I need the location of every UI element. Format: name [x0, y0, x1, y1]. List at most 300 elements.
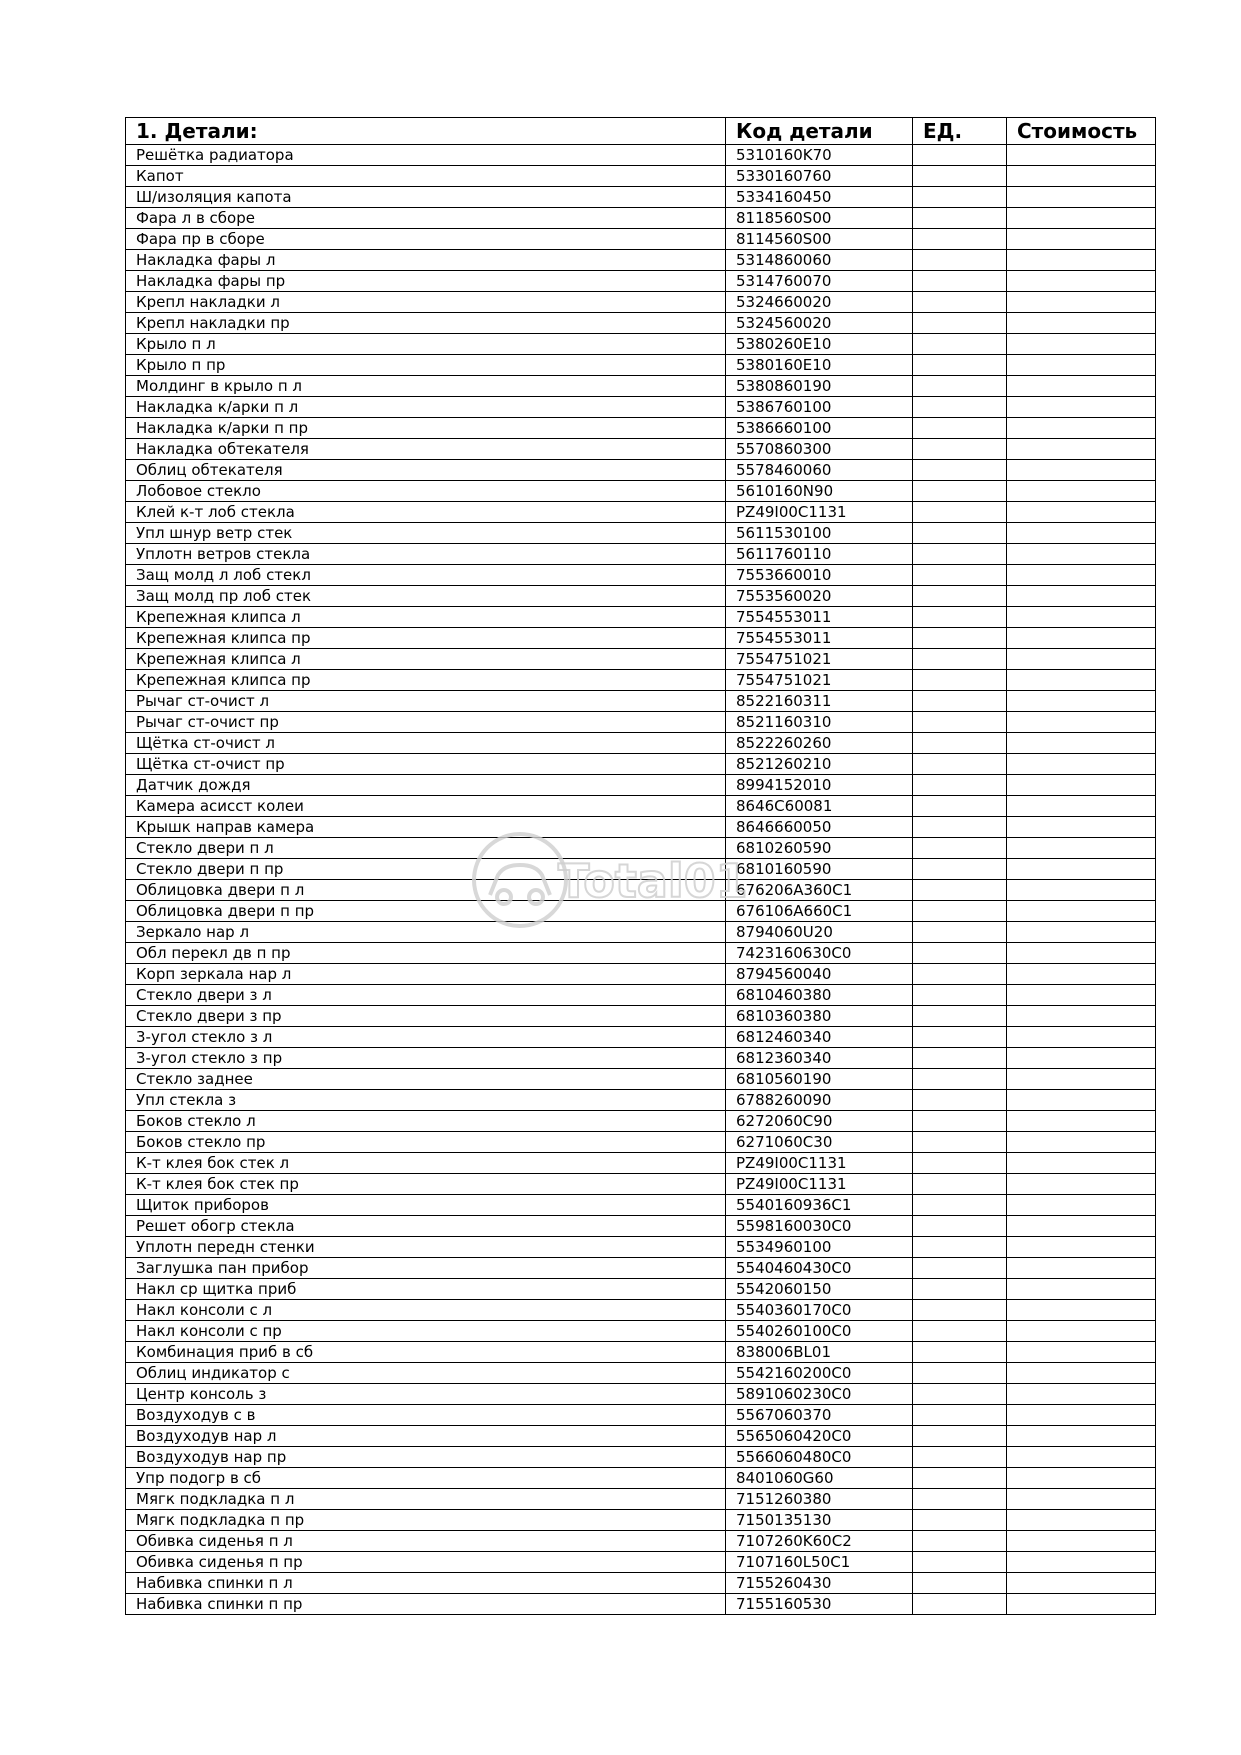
part-name-cell: Защ молд л лоб стекл: [126, 565, 726, 586]
part-code-cell: 5386760100: [726, 397, 913, 418]
table-row: [126, 649, 1156, 670]
unit-cell: [913, 1027, 1007, 1048]
table-row: [126, 1510, 1156, 1531]
part-code-cell: 5334160450: [726, 187, 913, 208]
cost-cell: [1007, 964, 1156, 985]
unit-cell: [913, 1531, 1007, 1552]
table-row: [126, 1447, 1156, 1468]
part-code-cell: 5540460430C0: [726, 1258, 913, 1279]
unit-cell: [913, 754, 1007, 775]
unit-cell: [913, 1195, 1007, 1216]
table-row: [126, 775, 1156, 796]
table-row: [126, 670, 1156, 691]
table-row: [126, 1048, 1156, 1069]
unit-cell: [913, 1489, 1007, 1510]
cost-cell: [1007, 355, 1156, 376]
part-name-cell: Крепежная клипса пр: [126, 628, 726, 649]
part-code-cell: 5386660100: [726, 418, 913, 439]
part-name-cell: Крепежная клипса пр: [126, 670, 726, 691]
part-name-cell: К-т клея бок стек пр: [126, 1174, 726, 1195]
cost-cell: [1007, 250, 1156, 271]
table-row: [126, 313, 1156, 334]
table-row: [126, 1027, 1156, 1048]
part-name-cell: Накл консоли с пр: [126, 1321, 726, 1342]
cost-cell: [1007, 691, 1156, 712]
table-row: [126, 1573, 1156, 1594]
unit-cell: [913, 1384, 1007, 1405]
unit-cell: [913, 691, 1007, 712]
unit-cell: [913, 166, 1007, 187]
table-row: [126, 1552, 1156, 1573]
part-name-cell: Капот: [126, 166, 726, 187]
part-name-cell: Решет обогр стекла: [126, 1216, 726, 1237]
table-row: [126, 208, 1156, 229]
table-row: [126, 1489, 1156, 1510]
unit-cell: [913, 964, 1007, 985]
part-name-cell: Решётка радиатора: [126, 145, 726, 166]
cost-cell: [1007, 1090, 1156, 1111]
part-code-cell: 5891060230C0: [726, 1384, 913, 1405]
part-name-cell: 3-угол стекло з пр: [126, 1048, 726, 1069]
unit-cell: [913, 313, 1007, 334]
part-name-cell: Рычаг ст-очист пр: [126, 712, 726, 733]
unit-cell: [913, 439, 1007, 460]
table-row: [126, 733, 1156, 754]
part-name-cell: Накладка к/арки п л: [126, 397, 726, 418]
part-code-cell: 6810460380: [726, 985, 913, 1006]
unit-cell: [913, 1342, 1007, 1363]
parts-table: [125, 117, 1156, 1615]
table-row: [126, 1384, 1156, 1405]
cost-cell: [1007, 1405, 1156, 1426]
cost-cell: [1007, 145, 1156, 166]
cost-cell: [1007, 1510, 1156, 1531]
table-row: [126, 1258, 1156, 1279]
table-row: [126, 901, 1156, 922]
unit-cell: [913, 376, 1007, 397]
table-row: [126, 187, 1156, 208]
unit-cell: [913, 250, 1007, 271]
part-code-cell: 7151260380: [726, 1489, 913, 1510]
unit-cell: [913, 334, 1007, 355]
part-code-cell: 676106A660C1: [726, 901, 913, 922]
unit-cell: [913, 1300, 1007, 1321]
part-code-cell: 5566060480C0: [726, 1447, 913, 1468]
unit-cell: [913, 649, 1007, 670]
part-code-cell: 5610160N90: [726, 481, 913, 502]
part-name-cell: Комбинация приб в сб: [126, 1342, 726, 1363]
cost-cell: [1007, 1447, 1156, 1468]
table-row: [126, 1111, 1156, 1132]
part-code-cell: 7553560020: [726, 586, 913, 607]
part-code-cell: 6812360340: [726, 1048, 913, 1069]
table-row: [126, 397, 1156, 418]
part-code-cell: 8114560S00: [726, 229, 913, 250]
unit-cell: [913, 670, 1007, 691]
part-code-cell: 6810560190: [726, 1069, 913, 1090]
cost-cell: [1007, 502, 1156, 523]
table-row: [126, 544, 1156, 565]
table-row: [126, 481, 1156, 502]
part-name-cell: Фара л в сборе: [126, 208, 726, 229]
part-name-cell: Упл стекла з: [126, 1090, 726, 1111]
unit-cell: [913, 1132, 1007, 1153]
table-row: [126, 1195, 1156, 1216]
cost-cell: [1007, 460, 1156, 481]
unit-cell: [913, 523, 1007, 544]
part-code-cell: 6812460340: [726, 1027, 913, 1048]
table-row: [126, 1468, 1156, 1489]
part-code-cell: 7155160530: [726, 1594, 913, 1615]
table-row: [126, 1237, 1156, 1258]
part-name-cell: Ш/изоляция капота: [126, 187, 726, 208]
cost-cell: [1007, 1594, 1156, 1615]
unit-cell: [913, 1468, 1007, 1489]
part-name-cell: Заглушка пан прибор: [126, 1258, 726, 1279]
part-name-cell: Воздуходув нар л: [126, 1426, 726, 1447]
part-name-cell: Набивка спинки п л: [126, 1573, 726, 1594]
table-row: [126, 1321, 1156, 1342]
unit-cell: [913, 1279, 1007, 1300]
cost-cell: [1007, 1573, 1156, 1594]
unit-cell: [913, 817, 1007, 838]
cost-cell: [1007, 733, 1156, 754]
table-row: [126, 964, 1156, 985]
cost-cell: [1007, 985, 1156, 1006]
unit-cell: [913, 1090, 1007, 1111]
part-name-cell: Крышк направ камера: [126, 817, 726, 838]
cost-cell: [1007, 1342, 1156, 1363]
cost-cell: [1007, 1468, 1156, 1489]
part-name-cell: Зеркало нар л: [126, 922, 726, 943]
part-name-cell: Фара пр в сборе: [126, 229, 726, 250]
unit-cell: [913, 943, 1007, 964]
watermark-text: Total01: [558, 854, 748, 908]
cost-cell: [1007, 1258, 1156, 1279]
cost-cell: [1007, 1111, 1156, 1132]
cost-cell: [1007, 1426, 1156, 1447]
table-row: [126, 1279, 1156, 1300]
cost-cell: [1007, 187, 1156, 208]
unit-cell: [913, 292, 1007, 313]
cost-cell: [1007, 1489, 1156, 1510]
table-row: [126, 271, 1156, 292]
table-row: [126, 145, 1156, 166]
table-row: [126, 439, 1156, 460]
unit-cell: [913, 1237, 1007, 1258]
unit-cell: [913, 208, 1007, 229]
part-code-cell: 5540360170C0: [726, 1300, 913, 1321]
part-code-cell: 5380860190: [726, 376, 913, 397]
part-name-cell: Корп зеркала нар л: [126, 964, 726, 985]
table-row: [126, 1531, 1156, 1552]
part-code-cell: 8521260210: [726, 754, 913, 775]
cost-cell: [1007, 565, 1156, 586]
header-unit: ЕД.: [913, 118, 1007, 145]
unit-cell: [913, 460, 1007, 481]
table-row: [126, 712, 1156, 733]
part-name-cell: Мягк подкладка п пр: [126, 1510, 726, 1531]
cost-cell: [1007, 1384, 1156, 1405]
part-name-cell: Клей к-т лоб стекла: [126, 502, 726, 523]
part-code-cell: 7107260K60C2: [726, 1531, 913, 1552]
cost-cell: [1007, 1300, 1156, 1321]
cost-cell: [1007, 313, 1156, 334]
part-name-cell: Облиц индикатор с: [126, 1363, 726, 1384]
table-row: [126, 1216, 1156, 1237]
cost-cell: [1007, 775, 1156, 796]
unit-cell: [913, 565, 1007, 586]
part-code-cell: 6272060C90: [726, 1111, 913, 1132]
unit-cell: [913, 418, 1007, 439]
cost-cell: [1007, 208, 1156, 229]
table-row: [126, 1069, 1156, 1090]
unit-cell: [913, 1006, 1007, 1027]
part-name-cell: Боков стекло пр: [126, 1132, 726, 1153]
cost-cell: [1007, 1027, 1156, 1048]
cost-cell: [1007, 670, 1156, 691]
part-name-cell: Мягк подкладка п л: [126, 1489, 726, 1510]
part-name-cell: Упл шнур ветр стек: [126, 523, 726, 544]
part-name-cell: Стекло двери п л: [126, 838, 726, 859]
cost-cell: [1007, 1174, 1156, 1195]
part-code-cell: 8522260260: [726, 733, 913, 754]
table-row: [126, 502, 1156, 523]
cost-cell: [1007, 1153, 1156, 1174]
table-row: [126, 754, 1156, 775]
table-row: [126, 859, 1156, 880]
table-row: [126, 985, 1156, 1006]
cost-cell: [1007, 628, 1156, 649]
cost-cell: [1007, 796, 1156, 817]
part-name-cell: Рычаг ст-очист л: [126, 691, 726, 712]
part-code-cell: 8794560040: [726, 964, 913, 985]
part-name-cell: Стекло заднее: [126, 1069, 726, 1090]
table-row: [126, 691, 1156, 712]
part-name-cell: Защ молд пр лоб стек: [126, 586, 726, 607]
unit-cell: [913, 985, 1007, 1006]
part-name-cell: Щиток приборов: [126, 1195, 726, 1216]
part-name-cell: Стекло двери з пр: [126, 1006, 726, 1027]
table-row: [126, 1594, 1156, 1615]
part-code-cell: 5611530100: [726, 523, 913, 544]
table-row: [126, 1426, 1156, 1447]
part-code-cell: 5380260E10: [726, 334, 913, 355]
table-row: [126, 1405, 1156, 1426]
unit-cell: [913, 1510, 1007, 1531]
header-cost: Стоимость: [1007, 118, 1156, 145]
part-name-cell: Стекло двери з л: [126, 985, 726, 1006]
cost-cell: [1007, 229, 1156, 250]
cost-cell: [1007, 1195, 1156, 1216]
cost-cell: [1007, 271, 1156, 292]
unit-cell: [913, 1321, 1007, 1342]
cost-cell: [1007, 754, 1156, 775]
table-row: [126, 460, 1156, 481]
part-code-cell: 5380160E10: [726, 355, 913, 376]
unit-cell: [913, 1552, 1007, 1573]
part-code-cell: PZ49I00C1131: [726, 1174, 913, 1195]
cost-cell: [1007, 1279, 1156, 1300]
part-name-cell: Камера асисст колеи: [126, 796, 726, 817]
table-row: [126, 586, 1156, 607]
part-code-cell: 8646660050: [726, 817, 913, 838]
part-code-cell: 6810360380: [726, 1006, 913, 1027]
part-name-cell: Центр консоль з: [126, 1384, 726, 1405]
cost-cell: [1007, 439, 1156, 460]
cost-cell: [1007, 922, 1156, 943]
header-part-code: Код детали: [726, 118, 913, 145]
part-code-cell: 5314760070: [726, 271, 913, 292]
unit-cell: [913, 1426, 1007, 1447]
unit-cell: [913, 229, 1007, 250]
part-code-cell: 5611760110: [726, 544, 913, 565]
unit-cell: [913, 481, 1007, 502]
part-code-cell: 7150135130: [726, 1510, 913, 1531]
part-code-cell: 7554751021: [726, 670, 913, 691]
part-code-cell: 7553660010: [726, 565, 913, 586]
table-row: [126, 628, 1156, 649]
part-code-cell: 6271060C30: [726, 1132, 913, 1153]
table-row: [126, 1300, 1156, 1321]
unit-cell: [913, 397, 1007, 418]
cost-cell: [1007, 1069, 1156, 1090]
cost-cell: [1007, 1216, 1156, 1237]
table-row: [126, 250, 1156, 271]
part-name-cell: Набивка спинки п пр: [126, 1594, 726, 1615]
part-code-cell: 8522160311: [726, 691, 913, 712]
cost-cell: [1007, 334, 1156, 355]
part-name-cell: Воздуходув с в: [126, 1405, 726, 1426]
cost-cell: [1007, 586, 1156, 607]
unit-cell: [913, 1216, 1007, 1237]
table-row: [126, 838, 1156, 859]
table-row: [126, 355, 1156, 376]
part-code-cell: 6810260590: [726, 838, 913, 859]
header-parts: 1. Детали:: [126, 118, 726, 145]
table-row: [126, 565, 1156, 586]
part-name-cell: Щётка ст-очист л: [126, 733, 726, 754]
unit-cell: [913, 1405, 1007, 1426]
part-name-cell: 3-угол стекло з л: [126, 1027, 726, 1048]
table-row: [126, 1363, 1156, 1384]
unit-cell: [913, 922, 1007, 943]
part-code-cell: 8994152010: [726, 775, 913, 796]
part-name-cell: Накл ср щитка приб: [126, 1279, 726, 1300]
part-name-cell: Крепежная клипса л: [126, 607, 726, 628]
unit-cell: [913, 1153, 1007, 1174]
cost-cell: [1007, 523, 1156, 544]
table-body: [126, 145, 1156, 1615]
part-code-cell: 6810160590: [726, 859, 913, 880]
cost-cell: [1007, 1552, 1156, 1573]
cost-cell: [1007, 817, 1156, 838]
part-code-cell: 7423160630C0: [726, 943, 913, 964]
part-code-cell: 8401060G60: [726, 1468, 913, 1489]
part-code-cell: 5565060420C0: [726, 1426, 913, 1447]
unit-cell: [913, 880, 1007, 901]
part-code-cell: PZ49I00C1131: [726, 502, 913, 523]
part-name-cell: Молдинг в крыло п л: [126, 376, 726, 397]
part-code-cell: 5534960100: [726, 1237, 913, 1258]
part-code-cell: 5324560020: [726, 313, 913, 334]
part-name-cell: Воздуходув нар пр: [126, 1447, 726, 1468]
unit-cell: [913, 796, 1007, 817]
unit-cell: [913, 355, 1007, 376]
table-row: [126, 166, 1156, 187]
cost-cell: [1007, 943, 1156, 964]
part-code-cell: 8521160310: [726, 712, 913, 733]
cost-cell: [1007, 880, 1156, 901]
table-row: [126, 607, 1156, 628]
part-code-cell: 5567060370: [726, 1405, 913, 1426]
cost-cell: [1007, 838, 1156, 859]
cost-cell: [1007, 1132, 1156, 1153]
part-code-cell: 5314860060: [726, 250, 913, 271]
part-name-cell: Обл перекл дв п пр: [126, 943, 726, 964]
part-code-cell: 838006BL01: [726, 1342, 913, 1363]
part-name-cell: Стекло двери п пр: [126, 859, 726, 880]
part-code-cell: 8118560S00: [726, 208, 913, 229]
unit-cell: [913, 502, 1007, 523]
part-code-cell: 7554553011: [726, 607, 913, 628]
cost-cell: [1007, 607, 1156, 628]
part-code-cell: 5330160760: [726, 166, 913, 187]
table-row: [126, 523, 1156, 544]
unit-cell: [913, 187, 1007, 208]
part-code-cell: 7155260430: [726, 1573, 913, 1594]
cost-cell: [1007, 1006, 1156, 1027]
part-name-cell: Облиц обтекателя: [126, 460, 726, 481]
unit-cell: [913, 712, 1007, 733]
part-code-cell: 7554751021: [726, 649, 913, 670]
table-row: [126, 334, 1156, 355]
part-name-cell: Крыло п л: [126, 334, 726, 355]
unit-cell: [913, 1069, 1007, 1090]
table-row: [126, 1342, 1156, 1363]
unit-cell: [913, 544, 1007, 565]
parts-sheet: [125, 117, 1155, 1615]
unit-cell: [913, 1363, 1007, 1384]
table-row: [126, 292, 1156, 313]
table-row: [126, 922, 1156, 943]
cost-cell: [1007, 481, 1156, 502]
table-row: [126, 796, 1156, 817]
unit-cell: [913, 1447, 1007, 1468]
part-code-cell: 5542160200C0: [726, 1363, 913, 1384]
part-code-cell: 5540260100C0: [726, 1321, 913, 1342]
part-name-cell: Облицовка двери п л: [126, 880, 726, 901]
table-row: [126, 1132, 1156, 1153]
part-name-cell: Крыло п пр: [126, 355, 726, 376]
part-name-cell: Обивка сиденья п л: [126, 1531, 726, 1552]
table-row: [126, 817, 1156, 838]
cost-cell: [1007, 397, 1156, 418]
part-name-cell: Крепежная клипса л: [126, 649, 726, 670]
part-name-cell: Щётка ст-очист пр: [126, 754, 726, 775]
table-header-row: [126, 118, 1156, 145]
cost-cell: [1007, 376, 1156, 397]
cost-cell: [1007, 649, 1156, 670]
unit-cell: [913, 1258, 1007, 1279]
part-name-cell: Облицовка двери п пр: [126, 901, 726, 922]
unit-cell: [913, 1573, 1007, 1594]
table-row: [126, 376, 1156, 397]
unit-cell: [913, 859, 1007, 880]
part-name-cell: Накладка фары л: [126, 250, 726, 271]
cost-cell: [1007, 1048, 1156, 1069]
part-name-cell: Накладка обтекателя: [126, 439, 726, 460]
